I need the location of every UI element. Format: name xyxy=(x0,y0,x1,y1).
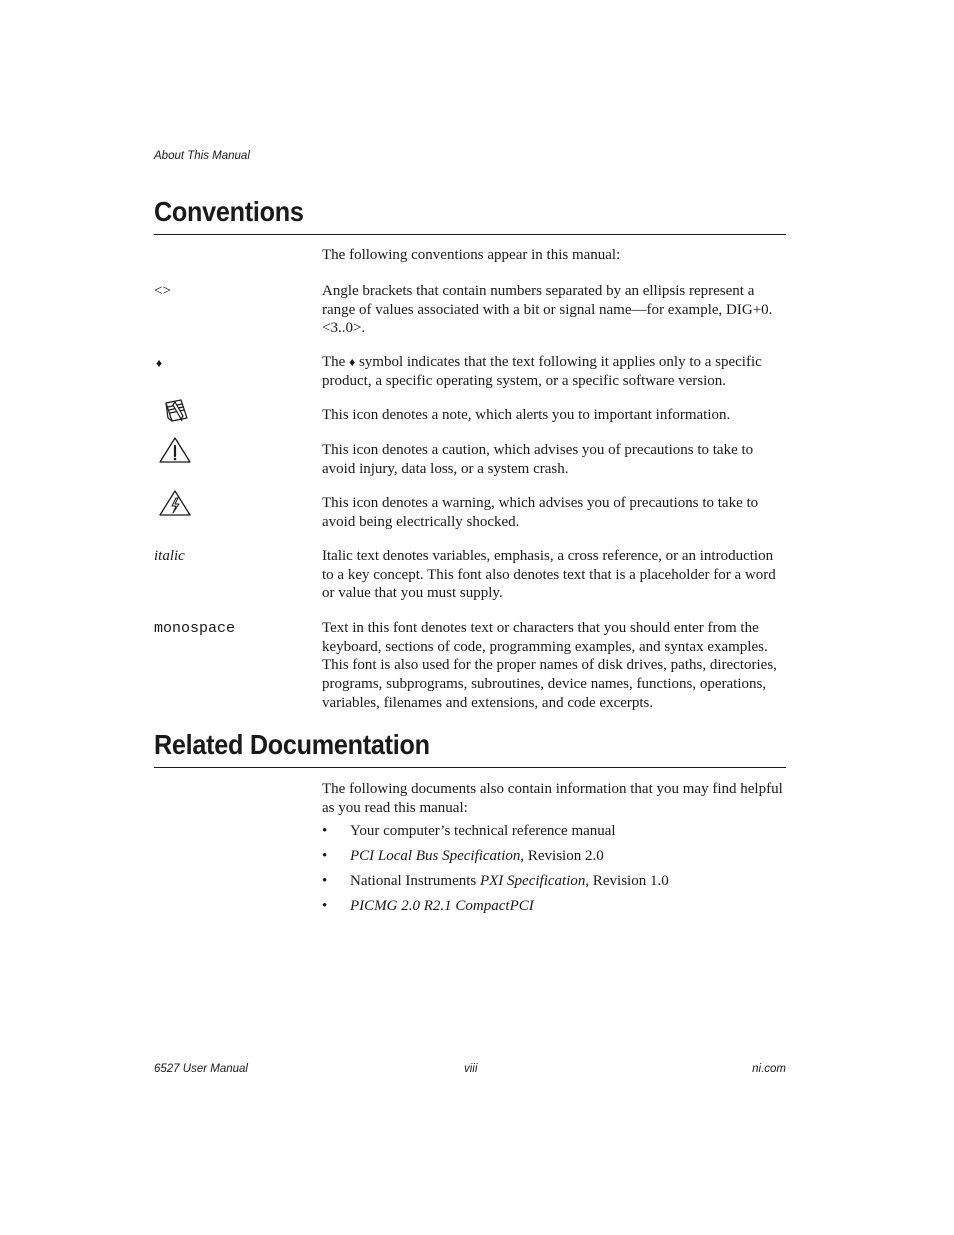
convention-description: This icon denotes a note, which alerts you to important information. xyxy=(322,407,731,423)
convention-term-italic: italic xyxy=(154,548,185,564)
bullet: • xyxy=(322,898,328,914)
document-publisher: National Instruments xyxy=(350,873,480,889)
document-title: PCI Local Bus Specification xyxy=(350,848,521,864)
document-title: PICMG 2.0 R2.1 CompactPCI xyxy=(350,898,534,914)
related-documentation-title: Related Documentation xyxy=(154,729,430,760)
diamond-symbol: ♦ xyxy=(156,356,163,370)
footer-website: ni.com xyxy=(752,1063,786,1075)
list-item xyxy=(322,847,786,866)
warning-icon xyxy=(158,488,192,518)
convention-term-monospace: monospace xyxy=(154,620,236,637)
bullet: • xyxy=(322,873,328,889)
list-item xyxy=(322,897,786,916)
convention-description: This icon denotes a warning, which advises you of precautions to take to avoid being electrically shocked. xyxy=(322,495,759,530)
convention-term: <> xyxy=(154,283,171,299)
convention-description xyxy=(322,353,784,390)
convention-description: Italic text denotes variables, emphasis, a cross reference, or an introduction to a key concept. This font also denotes text that is a placeholder for a word or value that you must supply. xyxy=(322,548,776,602)
caution-icon xyxy=(158,435,192,465)
related-documents-list xyxy=(322,822,786,922)
footer-page-number: viii xyxy=(464,1063,478,1075)
footer-manual-name: 6527 User Manual xyxy=(154,1063,248,1075)
diamond-symbol-inline: ♦ xyxy=(349,355,356,369)
document-title: PXI Specification xyxy=(479,873,586,889)
conventions-intro: The following conventions appear in this manual: xyxy=(322,247,621,263)
list-item xyxy=(322,822,786,841)
list-item xyxy=(322,872,786,891)
convention-description: This icon denotes a caution, which advises you of precautions to take to avoid injury, data loss, or a system crash. xyxy=(322,442,754,477)
conventions-rule xyxy=(154,234,786,235)
conventions-title: Conventions xyxy=(154,196,304,227)
convention-description: Angle brackets that contain numbers separated by an ellipsis represent a range of values associated with a bit or signal name—for example, DIG+0.<3..0>. xyxy=(322,283,773,337)
desc-after: symbol indicates that the text following it applies only to a specific product, a specific operating system, or a specific software version. xyxy=(322,354,762,389)
document-revision: , Revision 2.0 xyxy=(520,848,604,864)
bullet: • xyxy=(322,823,328,839)
document-revision: , Revision 1.0 xyxy=(585,873,669,889)
related-intro: The following documents also contain information that you may find helpful as you read this manual: xyxy=(322,781,783,816)
convention-description: Text in this font denotes text or characters that you should enter from the keyboard, sections of code, programming examples, and syntax examples. This font is also used for the proper names of disk drives, paths, directories, programs, subprograms, subroutines, device names, functions, operations, variables, filenames and extensions, and code excerpts. xyxy=(322,620,777,711)
bullet: • xyxy=(322,848,328,864)
document-title: Your computer’s technical reference manual xyxy=(350,823,616,839)
related-documentation-rule xyxy=(154,767,786,768)
running-header: About This Manual xyxy=(154,150,250,162)
desc-before: The xyxy=(322,354,350,370)
note-icon xyxy=(158,398,192,428)
